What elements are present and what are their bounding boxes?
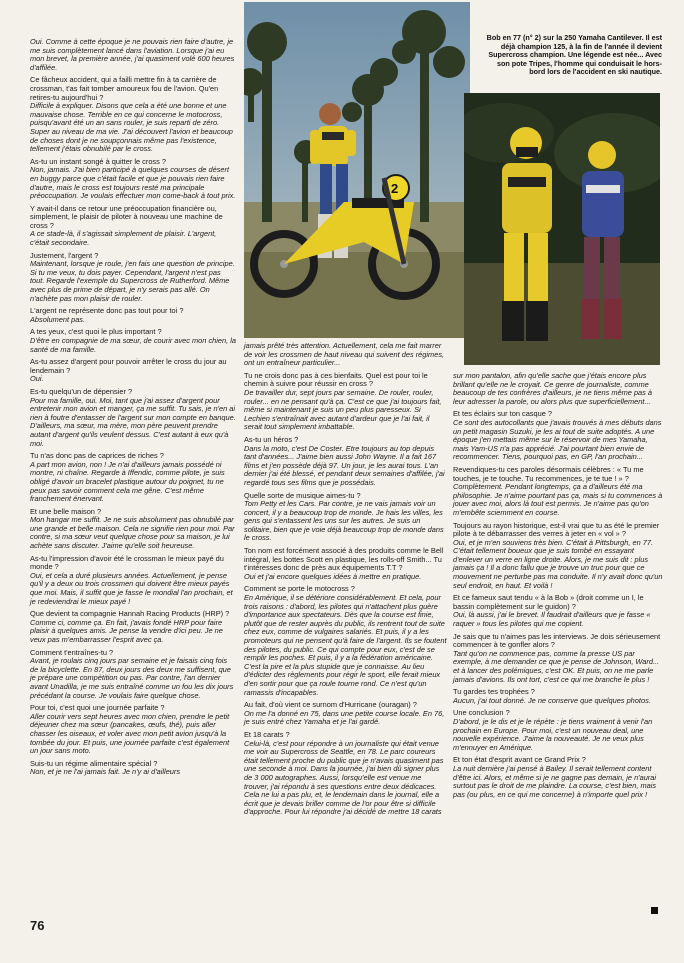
photo-caption: Bob en 77 (n° 2) sur la 250 Yamaha Cantilever. Il est déjà champion 125, à la fin de l'année il devient Supercross champion. Une légende est née... Avec son pote Tripes, l'homme qui conduisait le hors-bord lors de l'accident en ski nautique. [486, 33, 662, 77]
interview-paragraph [244, 372, 447, 432]
interview-paragraph [30, 252, 236, 304]
interview-answer: jamais prêté très attention. Actuellement, cela me fait marrer de voir les crossmen de haut niveau qui suivent des régimes, ont un entraîneur particulier... [244, 341, 445, 368]
interview-paragraph [244, 436, 447, 488]
interview-question: Pour toi, c'est quoi une journée parfaite ? [30, 703, 165, 713]
interview-paragraph [244, 731, 447, 817]
interview-question: Et une belle maison ? [30, 506, 102, 516]
photo-rider-with-friend [464, 93, 660, 365]
interview-answer: Tom Petty et les Cars. Par contre, je ne vais jamais voir un concert, il y a beaucoup trop de monde. Je hais les villes, les gens qui s'entassent les uns sur les autres. Je suis un solitaire, bien que je voie déjà beaucoup trop de monde dans le cross. [244, 499, 444, 543]
interview-answer: D'abord, je le dis et je le répète : je tiens vraiment à venir l'an prochain en Europe. Pour moi, c'est un nouveau deal, une nouvelle expérience. J'aime la nouveauté. Je ne veux plus m'ennuyer en Amérique. [453, 716, 653, 752]
interview-answer: Oui et j'ai encore quelques idées à mettre en pratique. [244, 571, 422, 581]
interview-answer: A ce stade-là, il s'agissait simplement de plaisir. L'argent, c'était secondaire. [30, 229, 217, 248]
interview-paragraph [30, 610, 236, 644]
interview-answer: Dans la moto, c'est De Coster. Etre toujours au top depuis tant d'années... J'aime bien aussi John Wayne. Il a fait 167 films et j'en possède déjà 97. Un jour, je les aurai tous. L'an dernier j'ai été blessé, et pendant deux semaines d'affilée, j'ai regardé tous ses films que je possédais. [244, 443, 445, 487]
interview-question: A tes yeux, c'est quoi le plus important ? [30, 327, 162, 337]
interview-paragraph [453, 633, 663, 685]
interview-question: Au fait, d'où vient ce surnom d'Hurricane (ouragan) ? [244, 700, 417, 710]
interview-paragraph [30, 704, 236, 756]
interview-question: Et ton état d'esprit avant ce Grand Prix ? [453, 755, 586, 765]
interview-question: Suis-tu un régime alimentaire spécial ? [30, 758, 158, 768]
interview-question: As-tu l'impression d'avoir été le crossman le mieux payé du monde ? [30, 553, 224, 572]
interview-question: Je sais que tu n'aimes pas les interviews. Je dois sérieusement commencer à te gonfler alors ? [453, 631, 661, 650]
interview-answer: De travailler dur, sept jours par semaine. De rouler, rouler, rouler... en ne pensant qu'à ça. C'est ce que j'ai toujours fait, même si maintenant je suis un peu plus paresseux. Si Lechien s'entraînait avec autant d'ardeur que je l'ai fait, il serait tout simplement imbattable. [244, 387, 442, 432]
interview-answer: Non, jamais. J'ai bien participé à quelques courses de désert en buggy parce que c'était facile et que je pouvais rien faire d'autre, mais le cross est toujours resté ma principale préoccupation. Je voulais effectuer mon come-back à tout prix. [30, 165, 236, 201]
interview-paragraph [453, 522, 663, 591]
interview-question: Et 18 carats ? [244, 729, 290, 739]
interview-paragraph [453, 594, 663, 628]
interview-question: Comment se porte le motocross ? [244, 584, 355, 594]
interview-answer: Oui, et cela a duré plusieurs années. Actuellement, je pense qu'il y a deux ou trois crossmen qui doivent être mieux payés que moi. Mais, il suffit que je fasse le mondial l'an prochain, et je redeviendrai le mieux payé ! [30, 570, 233, 606]
interview-answer: A part mon avion, non ! Je n'ai d'ailleurs jamais possédé ni montre, ni chaîne. Regarde à Iffendic, comme pilote, je suis obligé d'avoir un bracelet plastique autour du poignet, tu ne peux pas savoir comment cela me gêne. C'est même franchement énervant. [30, 459, 225, 504]
interview-paragraph [30, 555, 236, 607]
interview-answer: Oui. [30, 374, 44, 384]
interview-answer: Comme ci, comme ça. En fait, j'avais fondé HRP pour faire plaisir à quelques amis. Je pense la vendre d'ici peu. Je ne veux pas m'embarrasser l'esprit avec ça. [30, 617, 223, 644]
interview-question: Quelle sorte de musique aimes-tu ? [244, 490, 361, 500]
interview-question: Comment t'entraînes-tu ? [30, 647, 114, 657]
interview-answer: Celui-là, c'est pour répondre à un journaliste qui était venue me voir au Supercross de Seattle, en 78. Le parc coureurs était tellement proche du public que je n'avais quasiment pas une seconde à moi. Dans la journée, j'ai bien dû signer plus de 3 000 autographes. Aussi, lorsqu'elle est venue me trouver, j'ai répondu à ses questions entre deux dédicaces. Cela ne lui a pas plu, et, le lendemain dans le journal, elle a écrit que je devais briller comme de l'or pour être si difficile d'approche. Pour lui répondre j'ai décidé de mettre 18 carats [244, 738, 444, 817]
interview-question: As-tu un héros ? [244, 434, 299, 444]
interview-paragraph [30, 388, 236, 448]
article-column-3 [453, 372, 663, 803]
interview-paragraph [244, 585, 447, 697]
interview-paragraph [244, 342, 447, 368]
interview-question: Ton nom est forcément associé à des produits comme le Bell intégral, les bottes Scott en plastique, les rolls-off Smith... Tu t'intéresses donc de près aux équipements T.T ? [244, 546, 444, 573]
interview-paragraph [244, 547, 447, 581]
interview-question: As-tu assez d'argent pour pouvoir arrêter le cross du jour au lendemain ? [30, 357, 227, 375]
interview-question: As-tu un instant songé à quitter le cross ? [30, 156, 166, 166]
interview-paragraph [30, 358, 236, 384]
interview-answer: sur mon pantalon, afin qu'elle sache que j'étais encore plus brillant qu'elle ne le croyait. Ce genre de journaliste, comme beaucoup de tes confrères d'ailleurs, je ne tiens même pas à leur adresser la parole, ou alors plus que superficiellement... [453, 371, 653, 406]
interview-paragraph [30, 76, 236, 153]
interview-question: Tu gardes tes trophées ? [453, 687, 535, 697]
interview-paragraph [244, 701, 447, 727]
interview-paragraph [30, 307, 236, 324]
interview-question: Y avait-il dans ce retour une préoccupation financière ou, simplement, le plaisir de piloter à nouveau une machine de cross ? [30, 203, 223, 230]
interview-answer: Difficile à expliquer. Disons que cela a été une bonne et une mauvaise chose. Terrible en ce qui concerne le motocross, puisqu'avant été un an sans rouler, je suis reparti de zéro. Super au niveau de ma vie. J'ai découvert l'avion et beaucoup de choses dont je ne soupçonnais même pas l'existence, tellement j'étais obnubilé par le cross. [30, 101, 233, 154]
page-number: 76 [30, 918, 45, 933]
interview-question: Ce fâcheux accident, qui a failli mettre fin à ta carrière de crossman, t'as fait tomber amoureux fou de l'avion. Qu'en retires-tu aujourd'hui ? [30, 75, 219, 102]
interview-question: Tu ne crois donc pas à ces bienfaits. Quel est pour toi le chemin à suivre pour réussir en cross ? [244, 370, 428, 389]
interview-paragraph [30, 760, 236, 777]
interview-answer: Oui, et je m'en souviens très bien. C'était à Pittsburgh, en 77. C'était tellement boueux que je suis tombé en essayant d'enlever un verre en ligne droite. Alors, je me suis dit : plus jamais ça ! Il a donc fallu que je trouve un truc pour que ce mouvement ne perturbe pas ma conduite. Il n'y avait donc qu'un seul endroit, en haut. Et voilà ! [453, 537, 663, 590]
interview-question: Revendiques-tu ces paroles désormais célèbres : « Tu me touches, je te touche. Tu recommences, je te tue ! » ? [453, 464, 644, 483]
interview-answer: Oui, là aussi, j'ai le brevet. Il faudrait d'ailleurs que je fasse « raquer » tous les pilotes qui me copient. [453, 610, 651, 629]
interview-question: Justement, l'argent ? [30, 250, 99, 260]
interview-answer: Aller courir vers sept heures avec mon chien, prendre le petit déjeuner chez ma sœur (pancakes, œufs, thé), puis aller chasser les oiseaux, et voler avec mon petit avion jusqu'à la tombée du jour. Et puis, une journée parfaite c'est également un jour sans moto. [30, 711, 230, 756]
interview-answer: Oui. Comme à cette époque je ne pouvais rien faire d'autre, je me suis complètement lancé dans l'aviation. Lorsque j'ai eu mon brevet, la première année, j'ai quasiment volé 600 heures d'affilée. [30, 37, 235, 72]
interview-paragraph [30, 205, 236, 248]
interview-question: Toujours au rayon historique, est-il vrai que tu as été le premier pilote à te débarrasser des verres à jeter en « vol » ? [453, 520, 660, 539]
interview-paragraph [30, 649, 236, 701]
interview-paragraph [30, 38, 236, 72]
interview-question: Et ce fameux saut tendu « à la Bob » (droit comme un I, le bassin complètement sur le guidon) ? [453, 593, 644, 611]
interview-answer: La nuit dernière j'ai pensé à Bailey. Il serait tellement content d'être ici. Alors, et même si je ne gagne pas demain, je n'aurai surtout pas le droit de me plaindre. La course, c'est bien, mais pas (ou plus, en ce qui me concerne) à n'importe quel prix ! [453, 763, 657, 799]
interview-answer: Complètement. Pendant longtemps, ça a d'ailleurs été ma philosophie. Je n'aime pourtant pas ça, mais si tu commences à jouer avec moi, alors là tout est permis. Je n'aime pas qu'on m'embête sciemment en course. [453, 482, 663, 517]
article-column-2 [244, 342, 447, 821]
interview-paragraph [453, 372, 663, 406]
interview-paragraph [30, 158, 236, 201]
article-column-1 [30, 38, 236, 781]
interview-question: Tu n'as donc pas de caprices de riches ? [30, 451, 164, 461]
interview-answer: Avant, je roulais cinq jours par semaine et je faisais cinq fois de la bicyclette. En 87, deux jours des deux me suffisent, que je prépare une compétition ou pas. Par contre, l'an dernier avant Unadilla, je me suis entraîné comme un fou les dix jours précédant la course. Je voulais faire quelque chose. [30, 656, 234, 700]
interview-question: Que devient ta compagnie Hannah Racing Products (HRP) ? [30, 609, 230, 619]
interview-paragraph [244, 492, 447, 544]
interview-answer: Aucun, j'ai tout donné. Je ne conserve que quelques photos. [453, 695, 651, 705]
interview-question: Une conclusion ? [453, 708, 510, 718]
interview-question: Es-tu quelqu'un de dépensier ? [30, 386, 133, 396]
interview-answer: Pour ma famille, oui. Moi, tant que j'ai assez d'argent pour entretenir mon avion et manger, ça me suffit. Tu sais, je n'en ai rien à foutre d'entasser de l'argent sur mon compte en banque. D'ailleurs, ma sœur, ma mère, mon père peuvent prendre autant d'argent qu'ils veulent dessus. C'est autant à eux qu'à moi. [30, 395, 236, 448]
interview-paragraph [30, 328, 236, 354]
interview-paragraph [453, 466, 663, 518]
interview-paragraph [453, 688, 663, 705]
interview-answer: Absolument pas. [30, 314, 86, 324]
interview-answer: En Amérique, il se détériore considérablement. Et cela, pour trois raisons : d'abord, les pilotes qui n'attachent plus guère d'importance aux spectateurs. Dès que la course est finie, plutôt que de rester auprès du public, ils rentrent tout de suite chez eux, comme de vulgaires salariés. Et puis, il y a les promoteurs qui ne pensent qu'à faire de l'argent. Ils se foutent des pilotes, du public. Ce qui compte pour eux, c'est de se remplir les poches. Et puis, il y a la fédération américaine. C'est la pire et la plus stupide que je connaisse. Au lieu d'édicter des règlements pour régir le sport, elle ferait mieux d'en sortir pour que ça roule tourne rond. Ce n'est qu'un ramassis d'incapables. [244, 593, 447, 697]
interview-paragraph [30, 508, 236, 551]
interview-answer: D'être en compagnie de ma sœur, de courir avec mon chien, la santé de ma famille. [30, 336, 236, 354]
interview-answer: Ce sont des autocollants que j'avais trouvés à mes débuts dans un petit magasin Suzuki, je les ai tout de suite adoptés. A une époque j'en mettais même sur le réservoir de mes Yamaha, mais Yam-US n'a pas apprécié. J'ai pourtant bien envie de recommencer. Tiens, pourquoi pas, en GP, l'an prochain... [453, 417, 662, 462]
interview-question: Et tes éclairs sur ton casque ? [453, 409, 553, 419]
svg-text:2: 2 [391, 181, 399, 196]
end-of-article-mark [651, 907, 658, 914]
interview-paragraph [453, 410, 663, 462]
interview-answer: Maintenant, lorsque je roule, j'en fais une question de principe. Si tu me veux, tu dois payer. Cependant, l'argent n'est pas tout. Regarde l'exemple du Supercross de Rutherford. Même avec plus de prime de départ, je n'y serais pas allé. On n'achète pas mon plaisir de rouler. [30, 259, 235, 303]
interview-answer: On me l'a donné en 75, dans une petite course locale. En 76, je suis entré chez Yamaha et je l'ai gardé. [244, 708, 445, 727]
photo-rider-with-yamaha [244, 2, 470, 338]
interview-paragraph [30, 452, 236, 504]
interview-paragraph [453, 709, 663, 752]
interview-answer: Mon hangar me suffit. Je ne suis absolument pas obnubilé par une grande et belle maison. Cela ne signifie rien pour moi. Par contre, si ma sœur veut quelque chose pour sa maison, je lui achète sans discuter. J'aime qu'elle soit heureuse. [30, 515, 235, 551]
interview-answer: Tant qu'on ne commence pas, comme la presse US par exemple, à me demander ce que je pense de Johnson, Ward... et à lancer des polémiques, c'est OK. Et puis, on ne me parle jamais d'avions. Ils ont tort, c'est ce qui me branche le plus ! [453, 648, 660, 684]
interview-question: L'argent ne représente donc pas tout pour toi ? [30, 306, 184, 316]
interview-paragraph [453, 756, 663, 799]
interview-answer: Non, et je ne l'ai jamais fait. Je n'y ai d'ailleurs [30, 767, 181, 777]
